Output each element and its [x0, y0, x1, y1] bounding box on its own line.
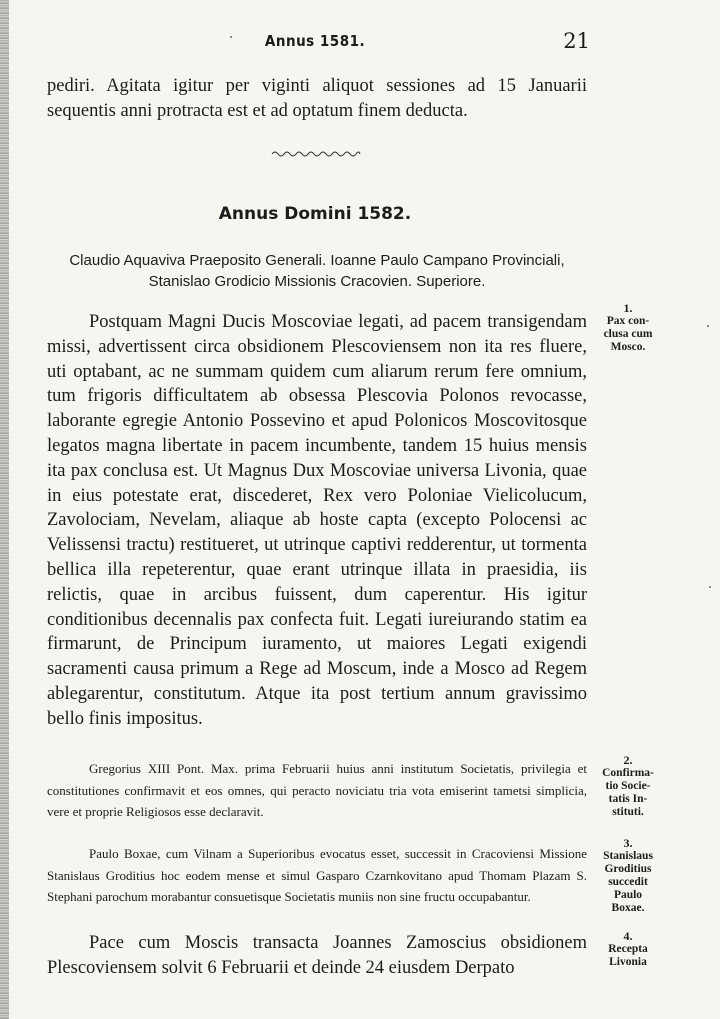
- margin-note-2-line: Confirma-: [602, 767, 654, 779]
- margin-note-3-line: Groditius: [604, 863, 652, 875]
- ornamental-rule: [270, 149, 362, 159]
- margin-note-1: [593, 302, 663, 354]
- page-number: 21: [563, 29, 590, 53]
- margin-note-3-number: 3.: [623, 836, 633, 850]
- margin-note-3: [593, 837, 663, 915]
- margin-note-4-line: Livonia: [609, 956, 647, 968]
- print-speck: [707, 325, 709, 327]
- paragraph-3: Paulo Boxae, cum Vilnam a Superioribus evocatus esset, successit in Cracoviensi Missione Stanislaus Groditius hoc eodem mense et simul Gasparo Czarnkovitano apud Thomam Plazam S. Stephani parochum morabantur consuetisque Societatis muniis non sine fructu occupabantur.: [47, 846, 587, 904]
- margin-note-2-line: stituti.: [612, 806, 644, 818]
- paragraph-4-block: [47, 931, 587, 981]
- paragraph-2-block: [47, 758, 587, 823]
- page-edge-shadow: [0, 0, 9, 1019]
- print-speck: [230, 36, 232, 38]
- paragraph-2: Gregorius XIII Pont. Max. prima Februarii huius anni institutum Societatis, privilegia et constitutiones confirmavit et eos omnes, qui peracto noviciatu tria vota emiserint tametsi simplicia, vere et proprie Religiosos esse declaravit.: [47, 761, 587, 819]
- section-heading: Annus Domini 1582.: [218, 204, 412, 224]
- margin-note-2-line: tio Socie-: [605, 780, 651, 792]
- running-head-title: Annus 1581.: [264, 32, 366, 50]
- running-head: [0, 29, 720, 56]
- margin-note-1-line: clusa cum: [603, 328, 653, 340]
- margin-note-1-line: Mosco.: [610, 341, 646, 353]
- print-speck: [709, 586, 711, 588]
- margin-note-1-number: 1.: [623, 301, 633, 315]
- paragraph-3-block: [47, 843, 587, 908]
- paragraph-1: Postquam Magni Ducis Moscoviae legati, ad pacem transigendam missi, advertissent circa obsidionem Plescoviensem non ita res fluere, uti optabant, ac ne summam quidem cum aliarum rerum fere omnium, tum frigoris difficultatem ab obsessa Plescovia Polonos revocasse, laborante egregie Antonio Possevino et apud Polonicos Moscovitosque legatos magna libertate in pacem incumbente, tandem 15 huius mensis ita pax conclusa est. Ut Magnus Dux Moscoviae universa Livonia, quae in eius potestate erat, discederet, Rex vero Poloniae Vielicolucum, Zavolociam, Nevelam, aliaque ab hoste capta (excepto Polocensi ac Velissensi tractu) restitueret, ut utrinque captivi redderentur, ut tormenta bellica illa repeterentur, quae erant utrinque illata in praesidia, iis relictis, quae in arcibus fuissent, dum caperentur. His igitur conditionibus decennalis pax confecta fuit. Legati iureiurando statim ea firmarunt, de Principum iuramento, ut maiores Legati exigendi sacramenti causa primum a Rege ad Moscum, inde a Mosco ad Regem ablegarentur, constitutum. Atque ita post tertium annum gravissimo bello finis impositus.: [47, 312, 587, 729]
- margin-note-1-line: Pax con-: [606, 315, 650, 327]
- paragraph-4: Pace cum Moscis transacta Joannes Zamoscius obsidionem Plescoviensem solvit 6 Februarii et deinde 24 eiusdem Derpato: [47, 933, 587, 978]
- intro-paragraph-block: [47, 74, 587, 124]
- margin-note-4-line: Recepta: [608, 943, 648, 955]
- margin-note-4: [593, 930, 663, 969]
- margin-note-2-number: 2.: [623, 753, 633, 767]
- margin-note-4-number: 4.: [623, 929, 633, 943]
- superiors-block: [46, 250, 588, 292]
- superiors-line-2: Stanislao Grodicio Missionis Cracovien. Superiore.: [148, 273, 486, 290]
- superiors-line-1: Claudio Aquaviva Praeposito Generali. Ioanne Paulo Campano Provinciali,: [69, 252, 565, 269]
- margin-note-3-line: Paulo: [613, 889, 643, 901]
- margin-note-2-line: tatis In-: [608, 793, 648, 805]
- margin-note-3-line: succedit: [608, 876, 648, 888]
- margin-note-3-line: Stanislaus: [603, 850, 653, 862]
- margin-note-2: [593, 754, 663, 819]
- margin-note-3-line: Boxae.: [611, 902, 645, 914]
- intro-paragraph: pediri. Agitata igitur per viginti aliquot sessiones ad 15 Januarii sequentis anni protracta est et ad optatum finem deducta.: [47, 76, 587, 121]
- paragraph-1-block: [47, 310, 587, 732]
